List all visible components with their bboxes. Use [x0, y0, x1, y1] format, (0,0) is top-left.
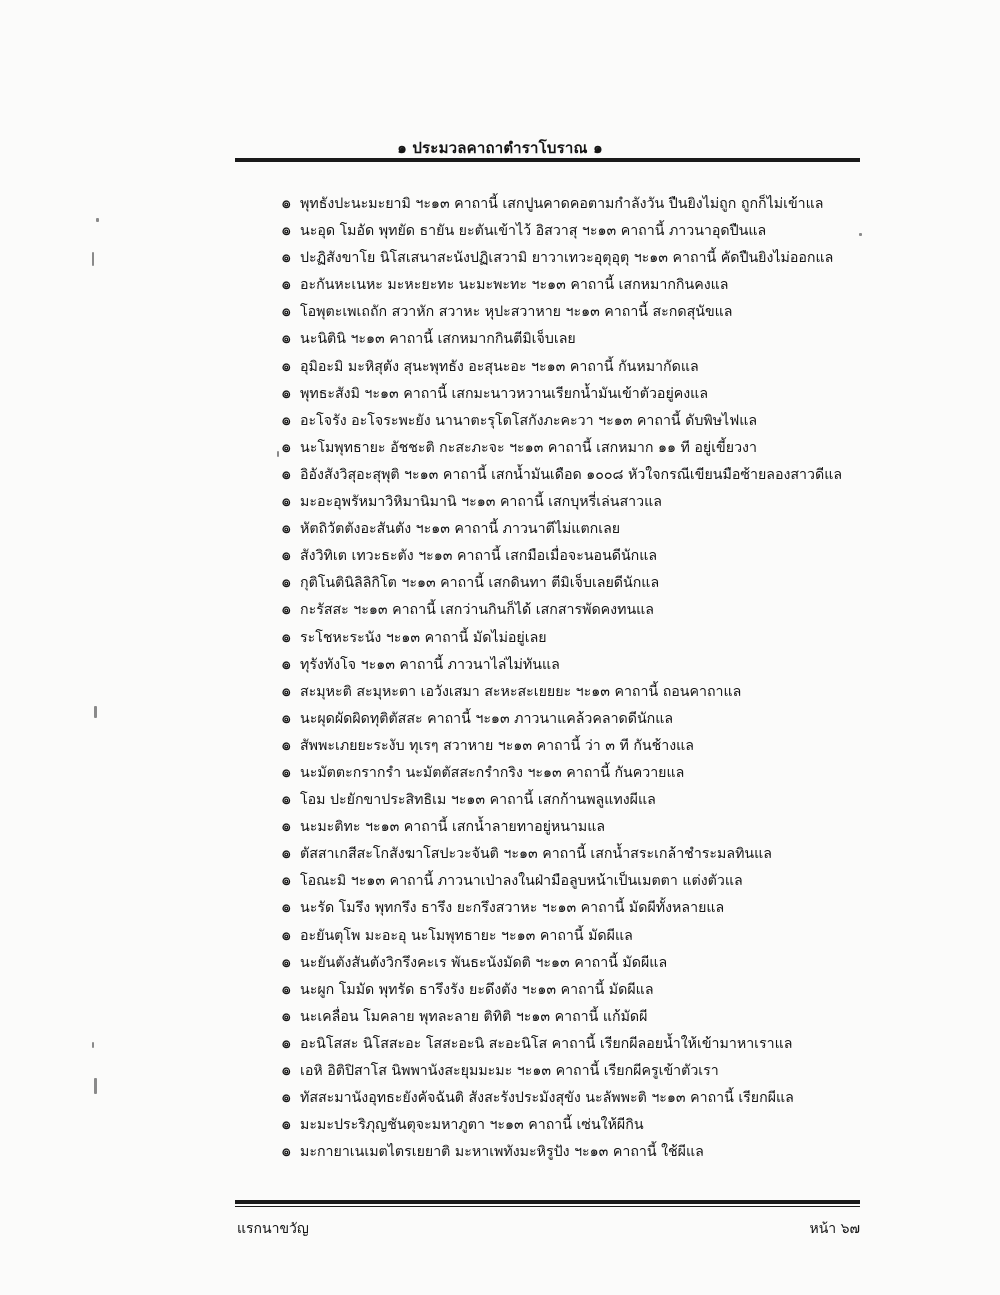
verse-line	[282, 679, 882, 706]
verse-text: มะมะประริภุญชันตุจะมหาภูตา ฯะ๑๓ คาถานี้ เซ่นให้ผีกิน	[300, 1117, 644, 1134]
verse-line	[282, 462, 882, 489]
verse-marker: ๏	[282, 629, 291, 646]
scan-speck	[94, 706, 97, 718]
verse-marker: ๏	[282, 710, 291, 727]
verse-text: พุทธังปะนะมะยามิ ฯะ๑๓ คาถานี้ เสกปูนคาดคอตามกำลังวัน ปืนยิงไม่ถูก ถูกก็ไม่เข้าแล	[300, 196, 824, 212]
verse-line	[282, 814, 882, 841]
footer-rule	[235, 1200, 860, 1204]
verse-line	[282, 191, 882, 218]
verse-text: พุทธะสังมิ ฯะ๑๓ คาถานี้ เสกมะนาวหวานเรียกน้ำมันเข้าตัวอยู่คงแล	[300, 385, 709, 402]
verse-marker: ๏	[282, 819, 291, 836]
verse-line	[282, 435, 882, 462]
verse-line	[282, 923, 882, 950]
verse-line	[282, 408, 882, 435]
page-header-title: ๑ ประมวลคาถาตำราโบราณ ๑	[397, 139, 603, 157]
verse-text: มะอะอุพรัหมาวิหิมานิมานิ ฯะ๑๓ คาถานี้ เสกบุหรี่เล่นสาวแล	[300, 494, 662, 511]
verse-line	[282, 868, 882, 895]
verse-line	[282, 218, 882, 245]
verse-line	[282, 895, 882, 922]
verse-marker: ๏	[282, 304, 291, 321]
verse-line	[282, 733, 882, 760]
verse-text: อะนิโสสะ นิโสสะอะ โสสะอะนิ สะอะนิโส คาถานี้ เรียกผีลอยน้ำให้เข้ามาหาเราแล	[300, 1035, 793, 1052]
verse-text: โอณะมิ ฯะ๑๓ คาถานี้ ภาวนาเป่าลงในฝ่ามือลูบหน้าเป็นเมตตา แต่งตัวแล	[300, 873, 743, 890]
verse-line	[282, 1058, 882, 1085]
verse-marker: ๏	[282, 927, 291, 944]
verse-text: กะรัสสะ ฯะ๑๓ คาถานี้ เสกว่านกินก็ได้ เสกสารพัดคงทนแล	[300, 602, 654, 619]
verse-text: อะโจรัง อะโจระพะยัง นานาตะรุโตโสกังภะคะวา ฯะ๑๓ คาถานี้ ดับพิษไฟแล	[300, 412, 758, 429]
verse-text: สะมุหะติ สะมุหะตา เอวังเสมา สะหะสะเยยยะ ฯะ๑๓ คาถานี้ ถอนคาถาแล	[300, 683, 742, 700]
scan-speck	[96, 218, 99, 222]
verse-text: อะยันตุโพ มะอะอุ นะโมพุทธายะ ฯะ๑๓ คาถานี้ มัดผีแล	[300, 927, 633, 944]
verse-marker: ๏	[282, 196, 291, 212]
verse-text: นะผูก โมมัด พุทรัด ธารึงรัง ยะดึงตัง ฯะ๑๓ คาถานี้ มัดผีแล	[300, 981, 654, 998]
verse-line	[282, 489, 882, 516]
verse-marker: ๏	[282, 223, 291, 240]
verse-text: นะนิตินิ ฯะ๑๓ คาถานี้ เสกหมากกินตีมิเจ็บเลย	[300, 331, 576, 348]
header-rule	[235, 158, 860, 162]
footer-rule-thin	[235, 1206, 860, 1207]
scan-speck	[92, 1042, 94, 1048]
verse-line	[282, 950, 882, 977]
verse-line	[282, 977, 882, 1004]
verse-line	[282, 652, 882, 679]
verse-marker: ๏	[282, 1117, 291, 1134]
verse-line	[282, 381, 882, 408]
verse-marker: ๏	[282, 250, 291, 267]
verse-marker: ๏	[282, 1035, 291, 1052]
verse-text: มะกายาเนเมตไตรเยยาติ มะหาเพทังมะหิรูปัง ฯะ๑๓ คาถานี้ ใช้ผีแล	[300, 1144, 704, 1161]
verse-text: สังวิทิเต เทวะธะตัง ฯะ๑๓ คาถานี้ เสกมือเมื่อจะนอนดีนักแล	[300, 548, 658, 565]
verse-text: อิอังสังวิสุอะสุพุติ ฯะ๑๓ คาถานี้ เสกน้ำมันเดือด ๑๐๐๘ หัวใจกรณีเขียนมือซ้ายลองสาวดีแล	[300, 466, 843, 483]
verse-marker: ๏	[282, 602, 291, 619]
verse-text: กุติโนตินิลิลิกิโต ฯะ๑๓ คาถานี้ เสกดินทา ตีมิเจ็บเลยดีนักแล	[300, 575, 660, 592]
verse-marker: ๏	[282, 683, 291, 700]
verse-line	[282, 354, 882, 381]
verse-text: ทัสสะมานังอุทธะยังคัจฉันติ สังสะรังประมังสุขัง นะลัพพะติ ฯะ๑๓ คาถานี้ เรียกผีแล	[300, 1090, 794, 1107]
verse-text: ระโชหะระนัง ฯะ๑๓ คาถานี้ มัดไม่อยู่เลย	[300, 629, 547, 646]
verse-text: นะผุดผัดผิดทุติตัสสะ คาถานี้ ฯะ๑๓ ภาวนาแคล้วคลาดดีนักแล	[300, 710, 674, 727]
verse-line	[282, 787, 882, 814]
verse-line	[282, 245, 882, 272]
verse-marker: ๏	[282, 954, 291, 971]
verse-text: นะเคลื่อน โมคลาย พุทละลาย ติทิติ ฯะ๑๓ คาถานี้ แก้มัดผี	[300, 1008, 648, 1025]
verse-text: สัพพะเภยยะระงับ ทุเรๆ สวาหาย ฯะ๑๓ คาถานี้ ว่า ๓ ที กันช้างแล	[300, 737, 694, 754]
verse-text: นะมะติทะ ฯะ๑๓ คาถานี้ เสกน้ำลายทาอยู่หนามแล	[300, 819, 606, 836]
verse-text: โอม ปะยักขาประสิทธิเม ฯะ๑๓ คาถานี้ เสกก้านพลูแทงผีแล	[300, 792, 656, 809]
verse-marker: ๏	[282, 873, 291, 890]
verse-marker: ๏	[282, 1008, 291, 1025]
verse-marker: ๏	[282, 900, 291, 917]
verse-marker: ๏	[282, 1063, 291, 1079]
verse-marker: ๏	[282, 331, 291, 348]
verse-line	[282, 1085, 882, 1112]
verse-text: ตัสสาเกสีสะโกสังฆาโสปะวะจันติ ฯะ๑๓ คาถานี้ เสกน้ำสระเกล้าชำระมลทินแล	[300, 846, 772, 863]
verse-line	[282, 543, 882, 570]
verse-marker: ๏	[282, 846, 291, 863]
verse-marker: ๏	[282, 656, 291, 673]
verse-marker: ๏	[282, 412, 291, 429]
verse-marker: ๏	[282, 358, 291, 375]
verse-text: นะรัด โมรึง พุทกรึง ธารึง ยะกรึงสวาหะ ฯะ๑๓ คาถานี้ มัดผีทั้งหลายแล	[300, 900, 725, 917]
verse-line	[282, 1139, 882, 1166]
verse-marker: ๏	[282, 981, 291, 998]
verse-text: นะโมพุทธายะ อัชชะติ กะสะภะจะ ฯะ๑๓ คาถานี้ เสกหมาก ๑๑ ที อยู่เขี้ยวงา	[300, 439, 757, 456]
verse-text: โอพุตะเพเถถัก สวาหัก สวาหะ หุปะสวาหาย ฯะ๑๓ คาถานี้ สะกดสุนัขแล	[300, 304, 733, 321]
scan-speck	[277, 451, 279, 457]
verse-line	[282, 299, 882, 326]
verse-line	[282, 1031, 882, 1058]
verse-line	[282, 841, 882, 868]
verse-text: เอหิ อิติปิสาโส นิพพานังสะยุมมะมะ ฯะ๑๓ คาถานี้ เรียกผีครูเข้าตัวเรา	[300, 1063, 719, 1079]
verse-text: นะอุด โมอัด พุทยัด ธายัน ยะตันเข้าไว้ อิสวาสุ ฯะ๑๓ คาถานี้ ภาวนาอุดปืนแล	[300, 223, 767, 240]
verse-text: นะมัตตะกรากรำ นะมัตตัสสะกรำกริง ฯะ๑๓ คาถานี้ กันควายแล	[300, 764, 685, 781]
verse-text: ปะฏิสังขาโย นิโสเสนาสะนังปฏิเสวามิ ยาวาเทวะอุตุอุตุ ฯะ๑๓ คาถานี้ คัดปืนยิงไม่ออกแล	[300, 250, 834, 267]
verse-marker: ๏	[282, 737, 291, 754]
footer-page-number: หน้า ๖๗	[809, 1221, 860, 1237]
verse-line	[282, 1004, 882, 1031]
verse-marker: ๏	[282, 494, 291, 511]
verse-text: ทุรังทังโจ ฯะ๑๓ คาถานี้ ภาวนาไล่ไม่ทันแล	[300, 656, 560, 673]
verse-marker: ๏	[282, 1090, 291, 1107]
verse-marker: ๏	[282, 385, 291, 402]
verse-marker: ๏	[282, 764, 291, 781]
verse-line	[282, 570, 882, 597]
verse-line	[282, 625, 882, 652]
verse-line	[282, 706, 882, 733]
footer-book-title: แรกนาขวัญ	[237, 1221, 309, 1237]
verse-line	[282, 272, 882, 299]
verse-line	[282, 1112, 882, 1139]
verse-text: หัตถิวัตตังอะสันตัง ฯะ๑๓ คาถานี้ ภาวนาตีไม่แตกเลย	[300, 521, 621, 538]
verse-line	[282, 516, 882, 543]
verse-line	[282, 597, 882, 624]
verse-text: นะยันตังสันตังวิกรึงคะเร พันธะนังมัดติ ฯะ๑๓ คาถานี้ มัดผีแล	[300, 954, 668, 971]
verse-marker: ๏	[282, 548, 291, 565]
verse-marker: ๏	[282, 575, 291, 592]
verse-marker: ๏	[282, 439, 291, 456]
verse-marker: ๏	[282, 466, 291, 483]
verse-text: อะกันหะเนหะ มะหะยะทะ นะมะพะทะ ฯะ๑๓ คาถานี้ เสกหมากกินคงแล	[300, 277, 729, 294]
verse-marker: ๏	[282, 277, 291, 294]
scan-speck	[92, 252, 94, 266]
verse-line	[282, 326, 882, 353]
scan-speck	[94, 1078, 97, 1094]
incantation-list	[282, 191, 882, 1166]
verse-marker: ๏	[282, 521, 291, 538]
verse-text: อุมิอะมิ มะหิสุตัง สุนะพุทธัง อะสุนะอะ ฯะ๑๓ คาถานี้ กันหมากัดแล	[300, 358, 699, 375]
verse-marker: ๏	[282, 1144, 291, 1161]
verse-line	[282, 760, 882, 787]
verse-marker: ๏	[282, 792, 291, 809]
